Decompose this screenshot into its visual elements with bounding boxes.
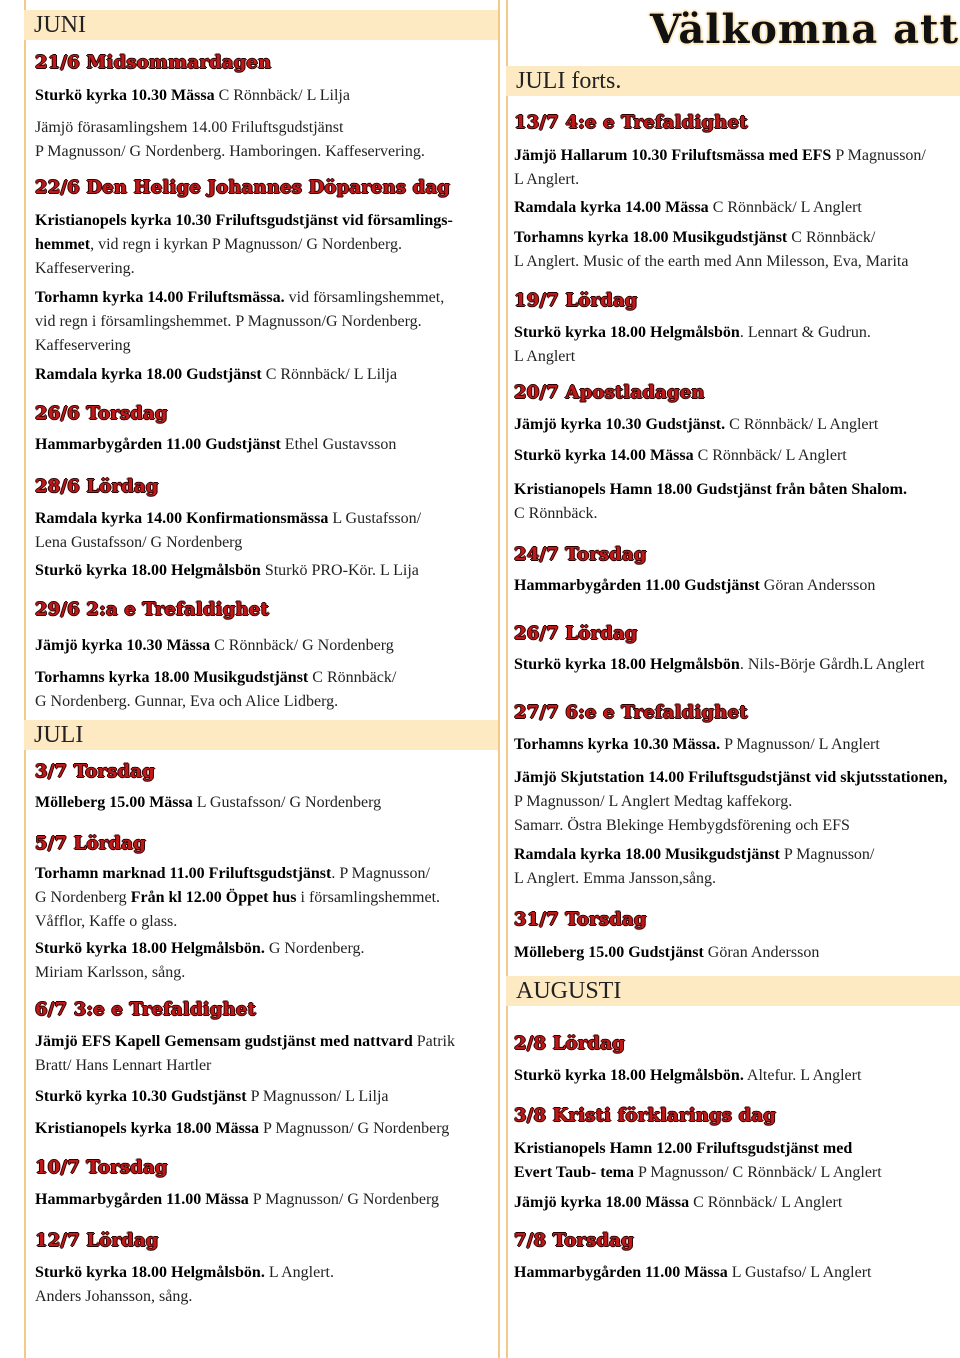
service-time-place: Jämjö förasamlingshem 14.00 Friluftsgudstjänst — [35, 119, 344, 136]
service-time-place: Mölleberg 15.00 Gudstjänst — [514, 944, 704, 961]
day-heading: 21/6 Midsommardagen — [35, 52, 272, 73]
day-heading: 13/7 4:e e Trefaldighet — [514, 112, 748, 133]
service-details-cont: C Rönnbäck. — [514, 505, 598, 522]
service-details-cont: Anders Johansson, sång. — [35, 1288, 193, 1305]
service-time-place: Sturkö kyrka 14.00 Mässa — [514, 447, 694, 464]
service-time-place: Hammarbygården 11.00 Mässa — [35, 1191, 249, 1208]
day-heading: 7/8 Torsdag — [514, 1230, 634, 1251]
service-entry — [35, 634, 394, 658]
service-details: P Magnusson/ G Nordenberg — [248, 1191, 439, 1208]
service-details: Altefur. L Anglert — [743, 1067, 862, 1084]
middle-column-border — [498, 0, 500, 1358]
service-time-place: Torhamns kyrka 18.00 Musikgudstjänst — [514, 229, 788, 246]
service-details: Sturkö PRO-Kör. L Lija — [260, 562, 419, 579]
service-time-place: Jämjö kyrka 18.00 Mässa — [514, 1194, 690, 1211]
service-entry — [514, 1191, 842, 1215]
open-house-label: Från kl 12.00 Öppet hus — [130, 889, 297, 906]
left-column-border — [24, 0, 26, 1358]
service-entry — [35, 433, 396, 457]
service-details-cont: Samarr. Östra Blekinge Hembygdsförening och EFS — [514, 817, 850, 834]
day-heading: 29/6 2:a e Trefaldighet — [35, 599, 269, 620]
service-time-place: Torhamns kyrka 18.00 Musikgudstjänst — [35, 669, 309, 686]
month-header-juli-forts: JULI forts. — [506, 66, 960, 96]
service-entry — [35, 286, 444, 358]
service-details: G Nordenberg. — [264, 940, 365, 957]
day-heading: 2/8 Lördag — [514, 1033, 625, 1054]
service-time-place: Sturkö kyrka 18.00 Helgmålsbön — [35, 562, 261, 579]
service-entry — [35, 209, 453, 281]
service-details: C Rönnbäck/ — [308, 669, 397, 686]
service-entry — [35, 116, 425, 164]
service-details-cont: G Nordenberg — [35, 889, 131, 906]
service-details: P Magnusson/ — [831, 147, 926, 164]
service-details-cont: Kaffeservering. — [35, 260, 135, 277]
service-entry — [35, 791, 381, 815]
service-entry — [35, 937, 365, 985]
service-time-place: Torhamn kyrka 14.00 Friluftsmässa. — [35, 289, 285, 306]
service-details-cont: Lena Gustafsson/ G Nordenberg — [35, 534, 243, 551]
service-details: Patrik — [412, 1033, 455, 1050]
service-time-place: Jämjö Skjutstation 14.00 Friluftsgudstjänst vid skjutsstationen, — [514, 769, 948, 786]
service-entry — [35, 1030, 455, 1078]
service-details-cont: G Nordenberg. Gunnar, Eva och Alice Lidberg. — [35, 693, 339, 710]
day-heading: 27/7 6:e e Trefaldighet — [514, 702, 748, 723]
service-details-cont: Miriam Karlsson, sång. — [35, 964, 186, 981]
service-entry — [514, 444, 847, 468]
service-time-place: Kristianopels Hamn 12.00 Friluftsgudstjänst med — [514, 1140, 853, 1157]
service-time-place: Sturkö kyrka 10.30 Gudstjänst — [35, 1088, 247, 1105]
service-details-cont: L Anglert — [514, 348, 576, 365]
service-details: P Magnusson/ G Nordenberg. Hamboringen. Kaffeservering. — [35, 143, 425, 160]
service-entry — [35, 1261, 334, 1309]
service-entry — [514, 1064, 861, 1088]
service-details: C Rönnbäck/ — [787, 229, 876, 246]
month-header-juni: JUNI — [24, 10, 498, 40]
service-details-cont: i församlingshemmet. — [296, 889, 441, 906]
service-time-place: Kristianopels Hamn 18.00 Gudstjänst från båten Shalom. — [514, 481, 907, 498]
service-details: C Rönnbäck/ L Anglert — [693, 447, 847, 464]
service-entry — [35, 1117, 449, 1141]
month-header-juli: JULI — [24, 720, 498, 750]
service-entry — [514, 941, 819, 965]
service-details-cont: Våfflor, Kaffe o glass. — [35, 913, 178, 930]
day-heading: 5/7 Lördag — [35, 833, 146, 854]
service-entry — [514, 574, 875, 598]
right-column-border — [506, 0, 508, 1358]
service-entry — [35, 559, 419, 583]
service-entry — [514, 653, 925, 677]
service-time-place: Jämjö kyrka 10.30 Gudstjänst. — [514, 416, 726, 433]
day-heading: 3/7 Torsdag — [35, 761, 155, 782]
service-time-place: Ramdala kyrka 18.00 Musikgudstjänst — [514, 846, 780, 863]
service-entry — [35, 862, 440, 934]
service-time-place: Sturkö kyrka 10.30 Mässa — [35, 87, 215, 104]
day-heading: 31/7 Torsdag — [514, 909, 647, 930]
day-heading: 19/7 Lördag — [514, 290, 638, 311]
service-time-place: Kristianopels kyrka 18.00 Mässa — [35, 1120, 260, 1137]
day-heading: 6/7 3:e e Trefaldighet — [35, 999, 257, 1020]
service-details: , vid regn i kyrkan P Magnusson/ G Nordenberg. — [90, 236, 403, 253]
day-heading: 12/7 Lördag — [35, 1230, 159, 1251]
day-heading: 26/6 Torsdag — [35, 403, 168, 424]
service-entry — [514, 1261, 871, 1285]
service-time-place: Hammarbygården 11.00 Gudstjänst — [514, 577, 760, 594]
service-entry — [514, 144, 926, 192]
service-details-cont: P Magnusson/ L Anglert Medtag kaffekorg. — [514, 793, 793, 810]
day-heading: 26/7 Lördag — [514, 623, 638, 644]
day-heading: 22/6 Den Helige Johannes Döparens dag — [35, 177, 451, 198]
service-entry — [35, 84, 350, 108]
service-time-place: Jämjö Hallarum 10.30 Friluftsmässa med EFS — [514, 147, 832, 164]
service-time-place-cont: Evert Taub- tema — [514, 1164, 634, 1181]
service-details-cont: L Anglert. Emma Jansson,sång. — [514, 870, 717, 887]
service-details: P Magnusson/ — [779, 846, 875, 863]
service-details: C Rönnbäck/ L Anglert — [689, 1194, 843, 1211]
service-details: L Gustafsson/ G Nordenberg — [192, 794, 382, 811]
service-time-place: Torhamn marknad 11.00 Friluftsgudstjänst — [35, 865, 332, 882]
service-details: Ethel Gustavsson — [280, 436, 397, 453]
service-details: L Gustafso/ L Anglert — [727, 1264, 872, 1281]
service-entry — [35, 363, 397, 387]
service-details: Göran Andersson — [703, 944, 820, 961]
service-details: . Lennart & Gudrun. — [739, 324, 871, 341]
service-time-place: Kristianopels kyrka 10.30 Friluftsgudstjänst vid församlings- — [35, 212, 453, 229]
service-time-place: Sturkö kyrka 18.00 Helgmålsbön — [514, 324, 740, 341]
service-entry — [514, 196, 862, 220]
service-entry — [514, 413, 878, 437]
service-entry — [514, 733, 880, 757]
service-time-place: Hammarbygården 11.00 Mässa — [514, 1264, 728, 1281]
service-details: . P Magnusson/ — [331, 865, 430, 882]
service-details: L Gustafsson/ — [328, 510, 422, 527]
day-heading: 10/7 Torsdag — [35, 1157, 168, 1178]
month-header-augusti: AUGUSTI — [506, 976, 960, 1006]
service-details: C Rönnbäck/ G Nordenberg — [210, 637, 394, 654]
day-heading: 20/7 Apostladagen — [514, 382, 705, 403]
service-details: L Anglert. — [264, 1264, 334, 1281]
service-time-place: Hammarbygården 11.00 Gudstjänst — [35, 436, 281, 453]
day-heading: 3/8 Kristi förklarings dag — [514, 1105, 777, 1126]
service-entry — [514, 226, 908, 274]
service-time-place: Jämjö kyrka 10.30 Mässa — [35, 637, 211, 654]
service-time-place: Ramdala kyrka 14.00 Mässa — [514, 199, 709, 216]
service-details: C Rönnbäck/ L Lilja — [261, 366, 398, 383]
service-time-place: Sturkö kyrka 18.00 Helgmålsbön. — [35, 1264, 265, 1281]
service-entry — [35, 1188, 439, 1212]
day-heading: 24/7 Torsdag — [514, 544, 647, 565]
service-details-cont: vid regn i församlingshemmet. P Magnusson/G Nordenberg. — [35, 313, 422, 330]
service-details-cont: Kaffeservering — [35, 337, 131, 354]
service-time-place-cont: hemmet — [35, 236, 91, 253]
service-entry — [514, 766, 947, 838]
service-details: Göran Andersson — [759, 577, 876, 594]
service-entry — [514, 1137, 882, 1185]
service-entry — [514, 321, 871, 369]
service-details-cont: L Anglert. — [514, 171, 580, 188]
service-entry — [35, 1085, 389, 1109]
service-details: P Magnusson/ L Anglert — [720, 736, 880, 753]
service-details-cont: L Anglert. Music of the earth med Ann Milesson, Eva, Marita — [514, 253, 909, 270]
service-entry — [514, 478, 907, 526]
service-details-cont: Bratt/ Hans Lennart Hartler — [35, 1057, 212, 1074]
service-time-place: Sturkö kyrka 18.00 Helgmålsbön. — [514, 1067, 744, 1084]
day-heading: 28/6 Lördag — [35, 476, 159, 497]
service-details: C Rönnbäck/ L Anglert — [725, 416, 879, 433]
service-details: P Magnusson/ G Nordenberg — [259, 1120, 450, 1137]
service-details: C Rönnbäck/ L Anglert — [708, 199, 862, 216]
service-details-cont: P Magnusson/ C Rönnbäck/ L Anglert — [634, 1164, 882, 1181]
service-time-place: Jämjö EFS Kapell Gemensam gudstjänst med nattvard — [35, 1033, 413, 1050]
service-entry — [35, 507, 421, 555]
service-time-place: Ramdala kyrka 18.00 Gudstjänst — [35, 366, 262, 383]
welcome-title: Välkomna att — [650, 6, 959, 53]
service-details: C Rönnbäck/ L Lilja — [214, 87, 350, 104]
service-details: . Nils-Börje Gårdh.L Anglert — [739, 656, 925, 673]
service-entry — [514, 843, 874, 891]
service-time-place: Sturkö kyrka 18.00 Helgmålsbön. — [35, 940, 265, 957]
service-details: P Magnusson/ L Lilja — [246, 1088, 389, 1105]
service-time-place: Torhamns kyrka 10.30 Mässa. — [514, 736, 721, 753]
service-time-place: Sturkö kyrka 18.00 Helgmålsbön — [514, 656, 740, 673]
service-entry — [35, 666, 396, 714]
service-time-place: Ramdala kyrka 14.00 Konfirmationsmässa — [35, 510, 329, 527]
service-time-place: Mölleberg 15.00 Mässa — [35, 794, 193, 811]
service-details: vid församlingshemmet, — [284, 289, 445, 306]
